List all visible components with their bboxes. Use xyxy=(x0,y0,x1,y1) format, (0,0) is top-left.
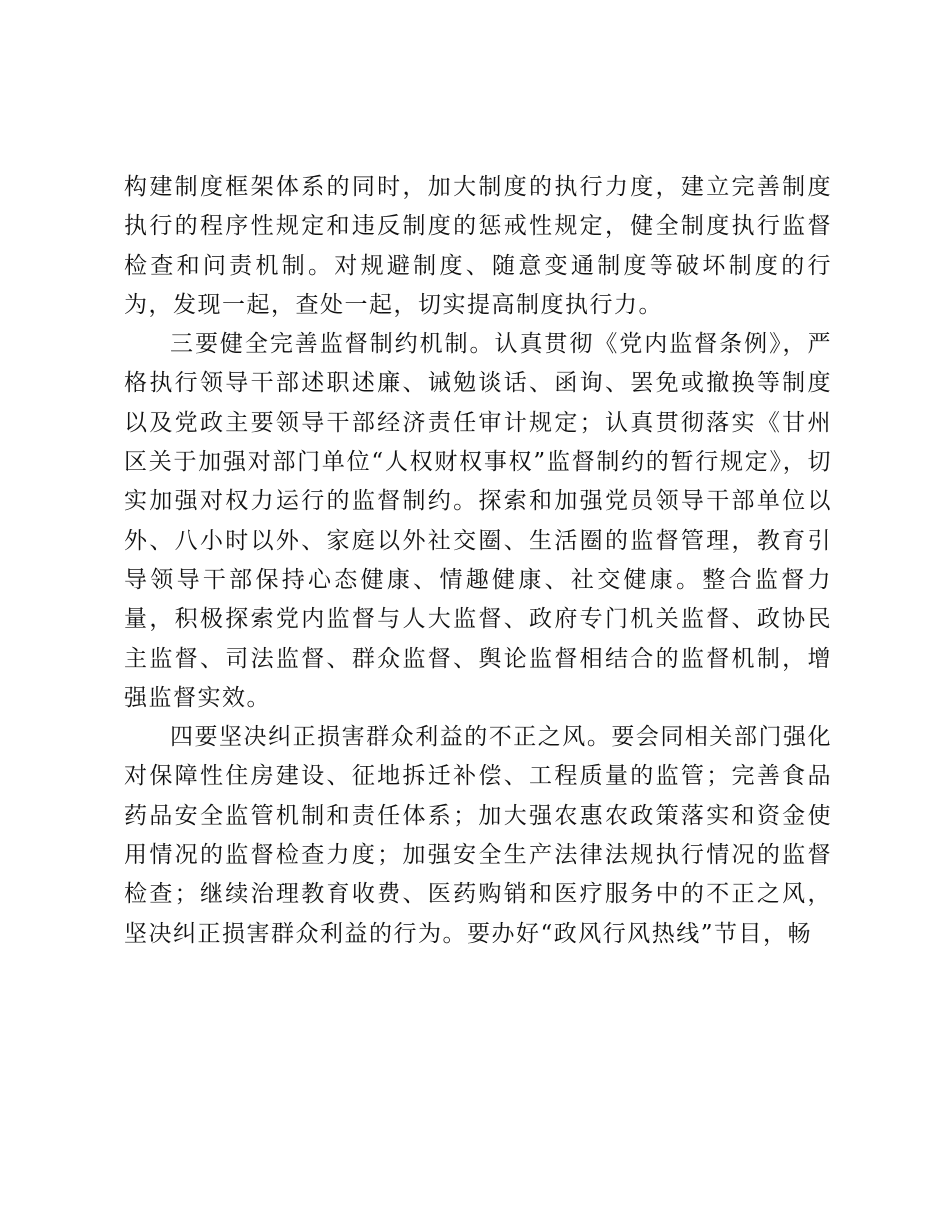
paragraph-continuation: 构建制度框架体系的同时，加大制度的执行力度，建立完善制度执行的程序性规定和违反制度的惩戒性规定，健全制度执行监督检查和问责机制。对规避制度、随意变通制度等破坏制度的行为，发现一起，查处一起，切实提高制度执行力。 xyxy=(124,174,832,318)
paragraph-correct-unhealthy-practices: 四要坚决纠正损害群众利益的不正之风。要会同相关部门强化对保障性住房建设、征地拆迁补偿、工程质量的监管；完善食品药品安全监管机制和责任体系；加大强农惠农政策落实和资金使用情况的监督检查力度；加强安全生产法律法规执行情况的监督检查；继续治理教育收费、医药购销和医疗服务中的不正之风，坚决纠正损害群众利益的行为。要办好“政风行风热线”节目，畅 xyxy=(124,724,832,947)
paragraph-supervision-mechanism: 三要健全完善监督制约机制。认真贯彻《党内监督条例》，严格执行领导干部述职述廉、诫勉谈话、函询、罢免或撤换等制度以及党政主要领导干部经济责任审计规定；认真贯彻落实《甘州区关于加强对部门单位“人权财权事权”监督制约的暂行规定》，切实加强对权力运行的监督制约。探索和加强党员领导干部单位以外、八小时以外、家庭以外社交圈、生活圈的监督管理，教育引导领导干部保持心态健康、情趣健康、社交健康。整合监督力量，积极探索党内监督与人大监督、政府专门机关监督、政协民主监督、司法监督、群众监督、舆论监督相结合的监督机制，增强监督实效。 xyxy=(124,331,832,711)
document-body xyxy=(124,168,832,954)
